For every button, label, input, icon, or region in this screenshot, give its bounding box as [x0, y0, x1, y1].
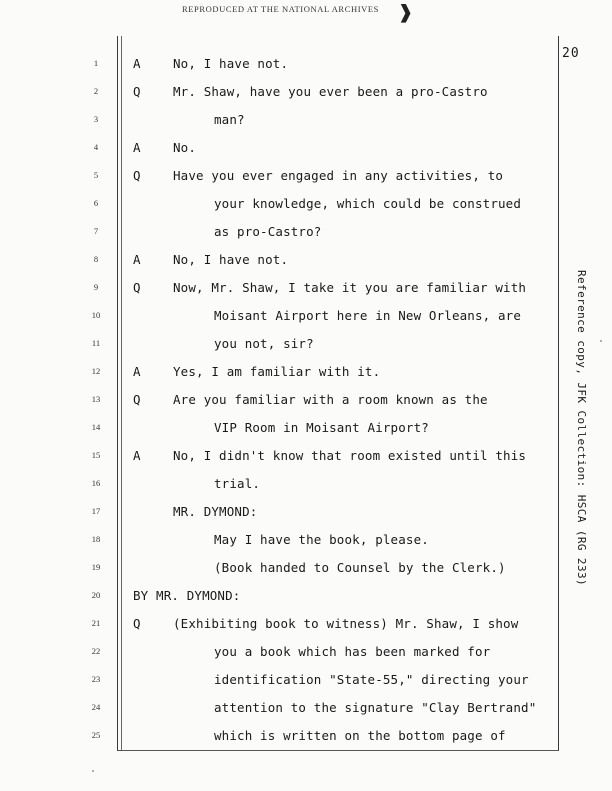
line-number: 3	[93, 114, 99, 124]
line-number: 23	[91, 674, 101, 684]
line-number: 5	[93, 170, 99, 180]
transcript-line: VIP Room in Moisant Airport?	[214, 420, 429, 435]
archive-stamp-mark: ❱	[398, 2, 414, 22]
line-number: 17	[91, 506, 101, 516]
line-number: 7	[93, 226, 99, 236]
transcript-line: May I have the book, please.	[214, 532, 429, 547]
scan-speck	[600, 340, 602, 342]
transcript-line: man?	[214, 112, 245, 127]
line-number: 12	[91, 366, 101, 376]
transcript-line: Are you familiar with a room known as the	[173, 392, 488, 407]
transcript-line: attention to the signature "Clay Bertrand"	[214, 700, 537, 715]
scan-speck	[92, 770, 94, 772]
speaker-label: Q	[133, 392, 141, 407]
transcript-line: you a book which has been marked for	[214, 644, 491, 659]
line-number: 13	[91, 394, 101, 404]
line-number: 1	[93, 58, 99, 68]
transcript-line: (Exhibiting book to witness) Mr. Shaw, I show	[173, 616, 519, 631]
transcript-line: No, I have not.	[173, 56, 289, 71]
speaker-label: A	[133, 56, 141, 71]
line-number: 4	[93, 142, 99, 152]
transcript-line: trial.	[214, 476, 261, 491]
line-number: 9	[93, 282, 99, 292]
speaker-label: A	[133, 364, 141, 379]
line-number: 14	[91, 422, 101, 432]
line-number: 8	[93, 254, 99, 264]
transcript-line: identification "State-55," directing your	[214, 672, 529, 687]
transcript-line: Mr. Shaw, have you ever been a pro-Castro	[173, 84, 488, 99]
speaker-label: A	[133, 140, 141, 155]
reference-copy-note: Reference copy, JFK Collection: HSCA (RG 233)	[575, 270, 588, 587]
transcript-line: No, I didn't know that room existed until this	[173, 448, 527, 463]
transcript-line: as pro-Castro?	[214, 224, 322, 239]
speaker-label: A	[133, 252, 141, 267]
transcript-line: Yes, I am familiar with it.	[173, 364, 381, 379]
line-number: 10	[91, 310, 101, 320]
line-number: 22	[91, 646, 101, 656]
transcript-line: (Book handed to Counsel by the Clerk.)	[214, 560, 506, 575]
transcript-line: which is written on the bottom page of	[214, 728, 506, 743]
transcript-line: No, I have not.	[173, 252, 289, 267]
line-number: 18	[91, 534, 101, 544]
speaker-label: Q	[133, 616, 141, 631]
line-number: 11	[91, 338, 101, 348]
line-number: 21	[91, 618, 101, 628]
transcript-line: BY MR. DYMOND:	[133, 588, 241, 603]
line-number: 24	[91, 702, 101, 712]
speaker-label: Q	[133, 168, 141, 183]
line-number: 25	[91, 730, 101, 740]
transcript-line: Have you ever engaged in any activities, to	[173, 168, 504, 183]
line-number: 6	[93, 198, 99, 208]
speaker-label: A	[133, 448, 141, 463]
speaker-label: Q	[133, 84, 141, 99]
transcript-line: Moisant Airport here in New Orleans, are	[214, 308, 522, 323]
margin-rule	[121, 36, 122, 750]
line-number: 19	[91, 562, 101, 572]
line-number: 16	[91, 478, 101, 488]
page-number: 20	[562, 46, 580, 61]
transcript-line: you not, sir?	[214, 336, 314, 351]
line-number: 20	[91, 590, 101, 600]
speaker-label: Q	[133, 280, 141, 295]
transcript-line: MR. DYMOND:	[173, 504, 258, 519]
transcript-line: No.	[173, 140, 197, 155]
line-number: 2	[93, 86, 99, 96]
transcript-line: your knowledge, which could be construed	[214, 196, 522, 211]
transcript-line: Now, Mr. Shaw, I take it you are familiar with	[173, 280, 527, 295]
line-number: 15	[91, 450, 101, 460]
archive-header: REPRODUCED AT THE NATIONAL ARCHIVES	[182, 4, 379, 14]
